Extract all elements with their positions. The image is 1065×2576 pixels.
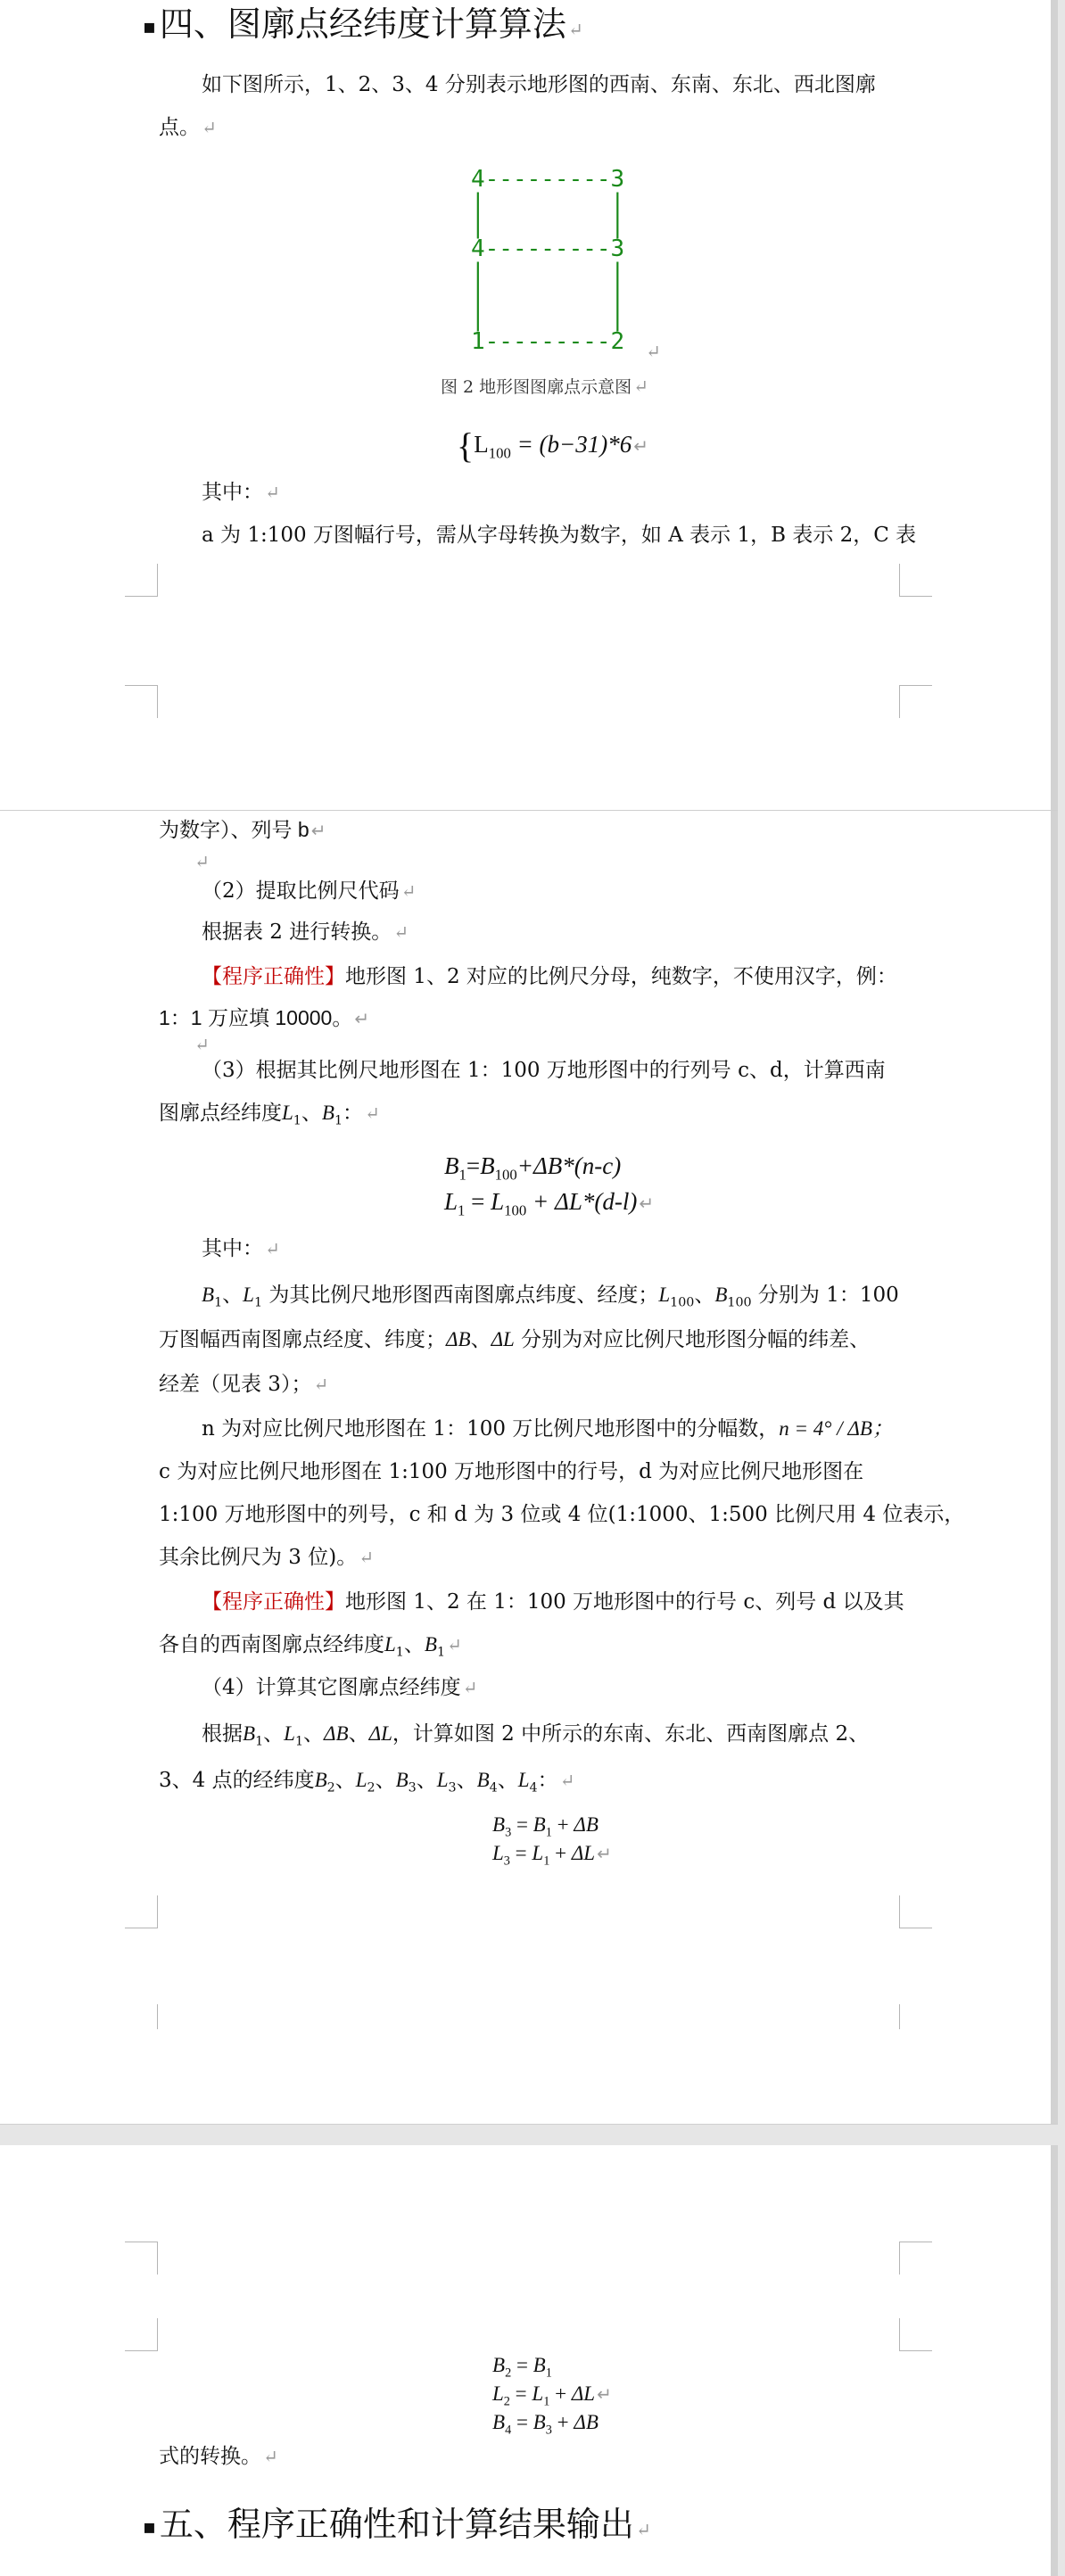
desc1-line2-b: 分别为对应比例尺地形图分幅的纬差、 [521,1328,871,1351]
section-5-heading [143,2502,651,2552]
check2-line2: 各自的西南图廓点经纬度$L_1$、$B_1$ ↵ [159,1633,462,1660]
qizhong-label-2 [202,1234,280,1264]
margin-corner [125,685,158,718]
diagram-line-5b: | | [471,305,625,332]
paragraph-mark: ↵ [265,482,280,503]
heading-bullet: ▪ [143,2515,156,2539]
paragraph-mark: ↵ [635,2519,651,2540]
paragraph-mark: ↵ [393,921,409,943]
row-a-text: a 为 1:100 万图幅行号，需从字母转换为数字，如 A 表示 1，B 表示 2，C 表 [202,524,917,547]
n-line1 [202,1414,893,1444]
continuation-line-3 [159,2441,278,2472]
step4-line1: 根据$B_1$、$L_1$、ΔB、ΔL，计算如图 2 中所示的东南、东北、西南图廓点 2、 [202,1722,870,1749]
paragraph-mark: ↵ [633,437,648,457]
paragraph-mark: ↵ [639,1194,655,1214]
page-1 [0,0,1058,810]
n-line2-text: c 为对应比例尺地形图在 1:100 万地形图中的行号，d 为对应比例尺地形图在 [159,1460,864,1483]
n-line4-text: 其余比例尺为 3 位)。 [159,1546,358,1569]
diagram-line-2: | | [471,189,625,216]
desc1-line3-text: 经差（见表 3）； [159,1373,312,1396]
qizhong-label [202,477,280,508]
formula-l1-rhs: + ΔL*(d-l) [532,1188,638,1215]
margin-tick [157,2004,158,2029]
desc1-line1: $B_1$、$L_1$ 为其比例尺地形图西南图廓点纬度、经度；$L_{100}$、$B_{100}$ 分别为 1：100 [202,1284,899,1310]
formula-b4-partial: $B_4 = B_3 + \Delta B$ [492,2411,599,2438]
diagram-line-5: | | [471,282,625,309]
section-4-heading [143,2,583,52]
page-shadow [1051,811,1058,2124]
paragraph-mark: ↵ [365,1102,380,1124]
step3-line1 [202,1055,886,1086]
margin-tick [899,2004,900,2029]
n-line4 [159,1542,374,1573]
paragraph-mark: ↵ [310,822,326,841]
check1-text: 地形图 1、2 对应的比例尺分母，纯数字，不使用汉字，例： [345,965,897,988]
n-line2 [159,1457,863,1487]
margin-corner [125,564,158,597]
intro-line-2: 点。 [159,116,200,139]
diagram-line-6: 1---------2 [471,328,625,355]
desc1-line2-a: 万图幅西南图廓点经度、纬度； [159,1328,446,1351]
formula-l2: $L_2 = L_1 + \Delta L$ ↵ [492,2382,612,2409]
intro-paragraph [202,70,876,100]
page-2 [0,811,1058,2124]
check1-line2 [159,1003,369,1035]
paragraph-mark: ↵ [263,2446,278,2467]
margin-corner [899,685,932,718]
paragraph-mark: ↵ [265,1238,280,1259]
n-line1-a: n 为对应比例尺地形图在 1：100 万比例尺地形图中的分幅数， [202,1417,780,1441]
formula-b1: $B_1=B_{100}+\Delta B*(n-c)$ [444,1152,622,1184]
margin-corner [899,1895,932,1928]
figure-caption [441,375,648,399]
map-corner-diagram [471,168,624,353]
check2-line2-text: 各自的西南图廓点经纬度 [159,1633,384,1656]
diagram-line-3: 4---------3 [471,235,625,262]
step2-body-text: 根据表 2 进行转换。 [202,921,392,944]
paragraph-mark: ↵ [597,2385,612,2405]
correctness-tag-2: 【程序正确性】 [202,1590,345,1614]
correctness-tag: 【程序正确性】 [202,965,345,988]
paragraph-mark: ↵ [202,117,217,138]
desc1-line3 [159,1369,328,1399]
paragraph-mark: ↵ [354,1010,370,1029]
paragraph-mark: ↵ [447,1634,462,1655]
figure-caption-text: 图 2 地形图图廓点示意图 [441,377,632,397]
step4-line2-text: 3、4 点的经纬度 [159,1769,315,1792]
formula-l100-rhs: = (b−31)*6 [516,431,632,458]
margin-corner [899,2242,932,2275]
check2-text: 地形图 1、2 在 1：100 万地形图中的行号 c、列号 d 以及其 [345,1590,904,1614]
paragraph-mark: ↵ [646,341,661,362]
paragraph-mark: ↵ [597,1845,612,1864]
margin-corner [899,2318,932,2351]
desc1-line1-a: 为其比例尺地形图西南图廓点纬度、经度； [268,1284,659,1307]
desc1-line1-b: 分别为 1：100 [757,1284,899,1307]
step4-line1-a: 根据 [202,1722,243,1746]
step4-title-text: （4）计算其它图廓点经纬度 [202,1676,461,1699]
formula-b3: $B_3 = B_1 + \Delta B$ [492,1813,599,1840]
check2-paragraph [202,1587,904,1617]
continuation-text: 为数字）、列号 b [159,818,310,841]
desc1-line2: 万图幅西南图廓点经度、纬度；ΔB、ΔL 分别为对应比例尺地形图分幅的纬差、 [159,1328,871,1351]
intro-line-1: 如下图所示，1、2、3、4 分别表示地形图的西南、东南、东北、西北图廓 [202,73,876,96]
formula-l1: $L_1 = L_{100} + \Delta L*(d-l)$ ↵ [444,1188,655,1219]
step4-title [202,1672,477,1703]
check1-paragraph [202,962,897,992]
margin-corner [899,564,932,597]
page-separator [0,2124,1058,2125]
intro-paragraph-cont [159,112,217,143]
diagram-line-2b: | | [471,212,625,239]
paragraph-mark: ↵ [359,1547,374,1568]
paragraph-mark: ↵ [400,880,417,902]
formula-l100: {$L_{100} = (b-31)*6$ ↵ [457,425,648,466]
empty-paragraph-mark: ↵ [194,851,210,872]
margin-corner [125,2318,158,2351]
empty-paragraph-mark: ↵ [194,1034,210,1055]
paragraph-mark: ↵ [633,376,648,397]
step4-line1-b: ，计算如图 2 中所示的东南、东北、西南图廓点 2、 [392,1722,870,1746]
diagram-line-1: 4---------3 [471,166,625,193]
step2-title-text: （2）提取比例尺代码 [202,879,400,903]
formula-b2: $B_2 = B_1$ [492,2354,552,2381]
step2-body [202,917,409,947]
page-shadow [1051,2145,1058,2576]
qizhong-text-2: 其中： [202,1237,263,1260]
formula-b1-rhs: +ΔB*(n-c) [516,1152,622,1179]
continuation-line [159,814,326,846]
page-shadow [1051,0,1058,810]
paragraph-mark: ↵ [313,1374,329,1395]
paragraph-mark: ↵ [567,19,583,40]
step4-line2: 3、4 点的经纬度$B_2$、$L_2$、$B_3$、$L_3$、$B_4$、$L_4$： ↵ [159,1769,575,1796]
formula-l3: $L_3 = L_1 + \Delta L$ ↵ [492,1842,612,1869]
step3-line2-text: 图廓点经纬度 [159,1102,282,1125]
step3-line2: 图廓点经纬度$L_1$、$B_1$： ↵ [159,1102,380,1128]
step2-title [202,876,416,906]
diagram-line-4: | | [471,259,625,285]
check1-line2-text: 1：1 万应填 10000。 [159,1006,353,1029]
heading-text-5: 五、程序正确性和计算结果输出 [159,2505,634,2544]
margin-corner [125,1895,158,1928]
heading-text: 四、图廓点经纬度计算算法 [159,4,566,44]
n-line1-b: n = 4° / ΔB； [779,1417,893,1440]
continuation-text-3: 式的转换。 [159,2445,261,2468]
page-3 [0,2145,1058,2576]
margin-corner [125,2242,158,2275]
heading-bullet: ▪ [143,15,156,38]
n-line3 [159,1499,964,1530]
step3-line1-text: （3）根据其比例尺地形图在 1：100 万地形图中的行列号 c、d，计算西南 [202,1059,886,1082]
paragraph-mark: ↵ [559,1770,575,1791]
qizhong-text: 其中： [202,481,263,504]
n-line3-text: 1:100 万地形图中的列号，c 和 d 为 3 位或 4 位(1:1000、1:500 比例尺用 4 位表示， [159,1503,965,1526]
row-a-description [202,520,916,550]
paragraph-mark: ↵ [462,1677,478,1698]
